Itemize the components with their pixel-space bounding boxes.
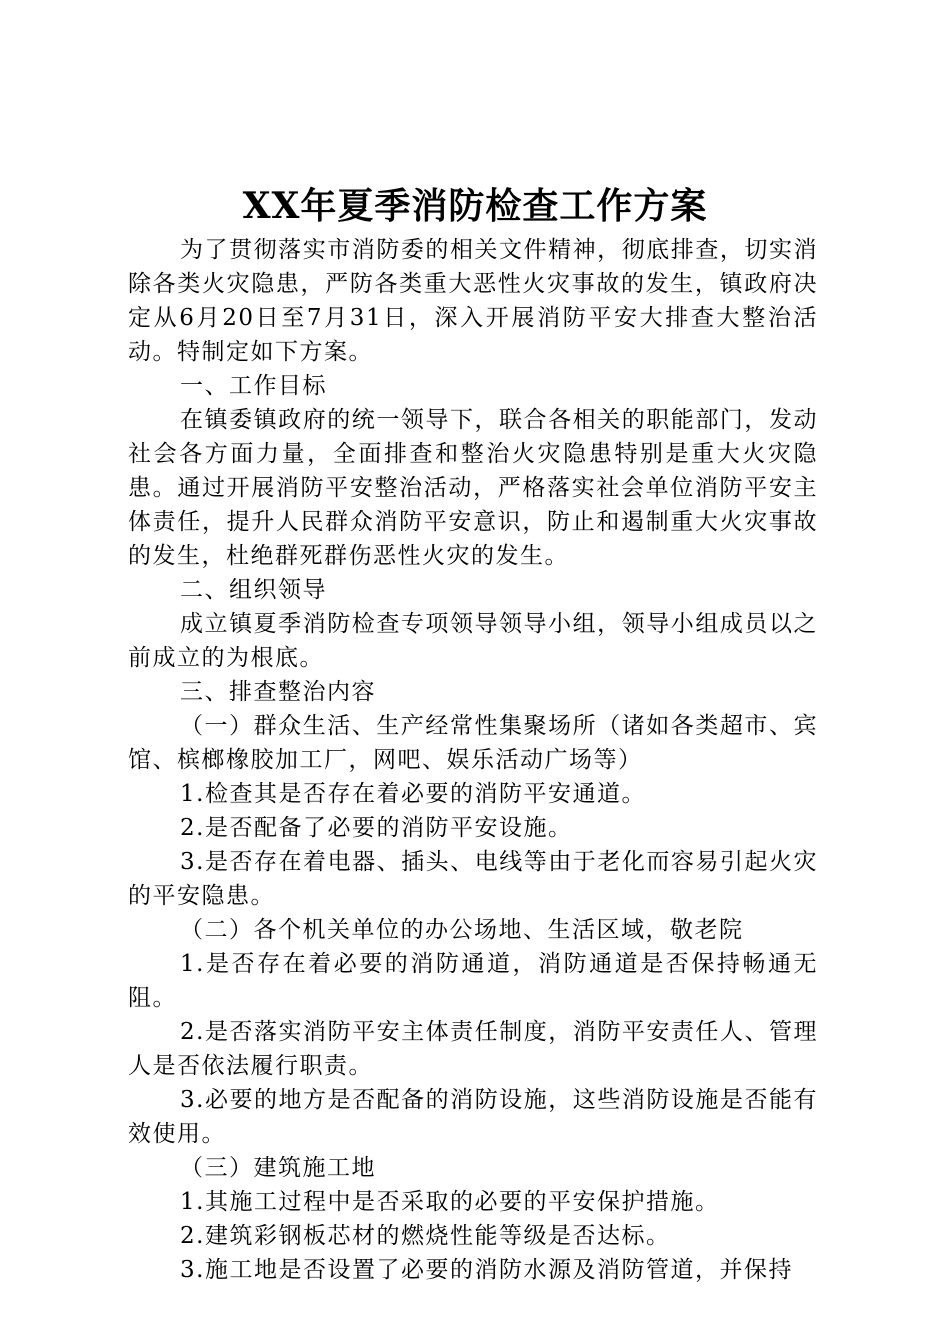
list-item: 1.是否存在着必要的消防通道，消防通道是否保持畅通无阻。 bbox=[128, 951, 818, 1011]
leadership-paragraph: 成立镇夏季消防检查专项领导领导小组，领导小组成员以之前成立的为根底。 bbox=[128, 611, 818, 671]
section-heading-leadership: 二、组织领导 bbox=[180, 577, 327, 603]
list-item: 3.是否存在着电器、插头、电线等由于老化而容易引起火灾的平安隐患。 bbox=[128, 849, 818, 909]
goals-paragraph: 在镇委镇政府的统一领导下，联合各相关的职能部门，发动社会各方面力量，全面排查和整治火灾隐患特别是重大火灾隐患。通过开展消防平安整治活动，严格落实社会单位消防平安主体责任，提升人民群众消防平安意识，防止和遏制重大火灾事故的发生，杜绝群死群伤恶性火灾的发生。 bbox=[128, 407, 818, 569]
list-item: 1.检查其是否存在着必要的消防平安通道。 bbox=[180, 781, 646, 807]
list-item: 2.建筑彩钢板芯材的燃烧性能等级是否达标。 bbox=[180, 1223, 671, 1249]
subsection-heading-public-places: （一）群众生活、生产经常性集聚场所（诸如各类超市、宾馆、槟榔橡胶加工厂，网吧、娱乐活动广场等） bbox=[128, 713, 818, 773]
list-item: 3.必要的地方是否配备的消防设施，这些消防设施是否能有效使用。 bbox=[128, 1087, 818, 1147]
list-item: 2.是否配备了必要的消防平安设施。 bbox=[180, 815, 573, 841]
list-item: 3.施工地是否设置了必要的消防水源及消防管道，并保持 bbox=[180, 1257, 793, 1283]
document-body bbox=[128, 233, 818, 1287]
section-heading-content: 三、排查整治内容 bbox=[180, 679, 376, 705]
intro-paragraph: 为了贯彻落实市消防委的相关文件精神，彻底排查，切实消除各类火灾隐患，严防各类重大恶性火灾事故的发生，镇政府决定从6月20日至7月31日，深入开展消防平安大排查大整治活动。特制定如下方案。 bbox=[128, 237, 818, 365]
subsection-heading-construction: （三）建筑施工地 bbox=[180, 1155, 376, 1181]
list-item: 2.是否落实消防平安主体责任制度，消防平安责任人、管理人是否依法履行职责。 bbox=[128, 1019, 818, 1079]
section-heading-goals: 一、工作目标 bbox=[180, 373, 327, 399]
subsection-heading-agencies: （二）各个机关单位的办公场地、生活区域，敬老院 bbox=[180, 917, 744, 943]
list-item: 1.其施工过程中是否采取的必要的平安保护措施。 bbox=[180, 1189, 720, 1215]
document-title: XX年夏季消防检查工作方案 bbox=[242, 185, 708, 227]
